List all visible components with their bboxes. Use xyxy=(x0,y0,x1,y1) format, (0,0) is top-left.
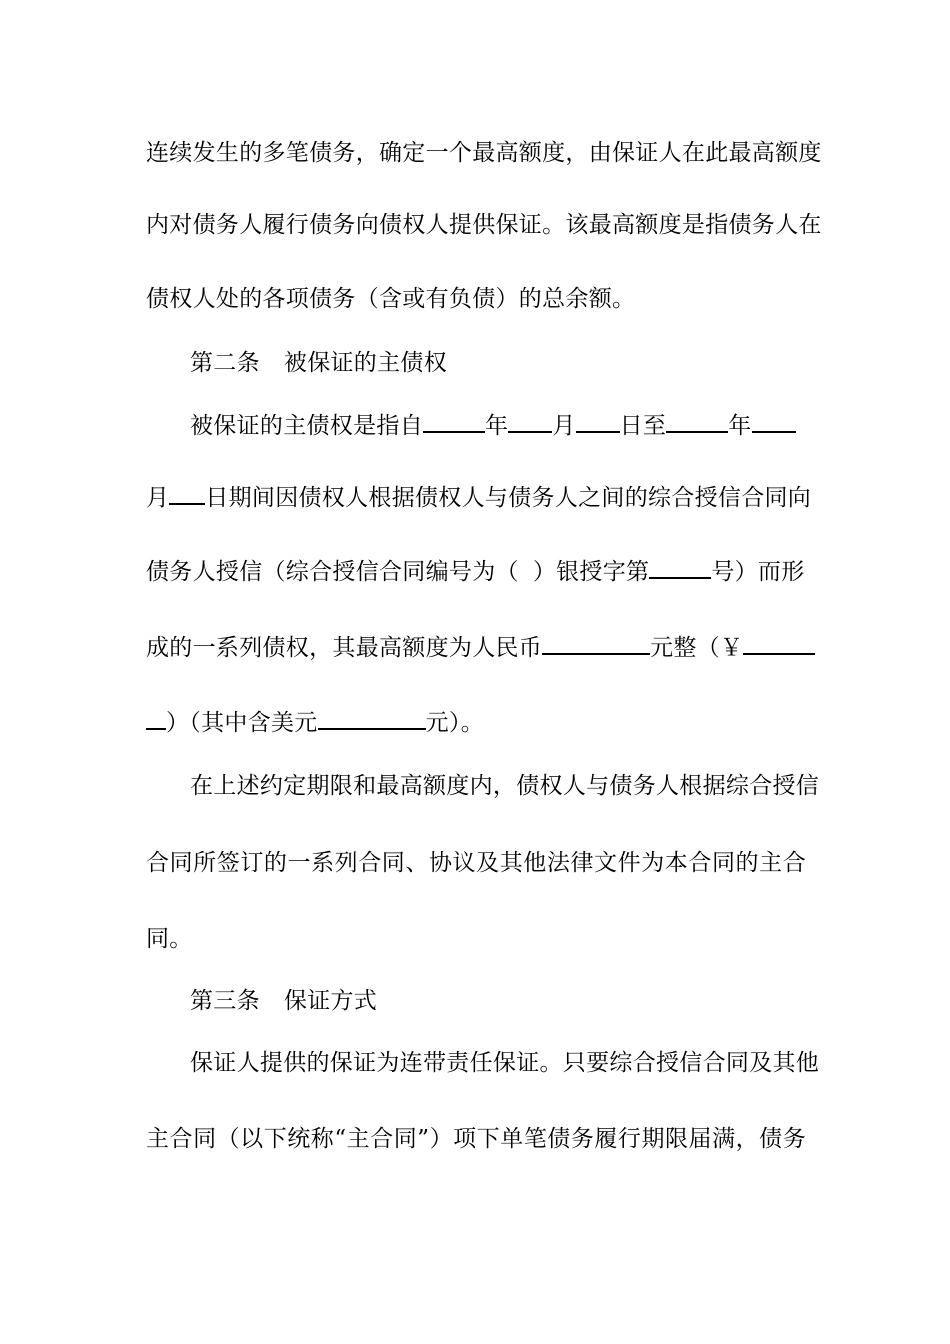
fill-blank-end-month[interactable] xyxy=(752,411,796,433)
article-number: 第二条 xyxy=(190,350,260,376)
paragraph-line xyxy=(146,708,806,738)
text-segment: 日期间因债权人根据债权人与债务人之间的综合授信合同向 xyxy=(205,485,812,511)
paragraph-line xyxy=(146,138,822,168)
paragraph-line xyxy=(146,924,806,954)
fill-blank-max-amount-words[interactable] xyxy=(542,633,650,655)
article-title: 保证方式 xyxy=(283,988,378,1014)
text-segment: 合同所签订的一系列合同、协议及其他法律文件为本合同的主合 xyxy=(146,850,806,876)
text-segment: 在上述约定期限和最高额度内，债权人与债务人根据综合授信 xyxy=(190,773,820,799)
text-segment: ）银授字第 xyxy=(532,559,650,585)
text-segment: 同。 xyxy=(146,926,193,952)
paragraph-line xyxy=(190,771,820,801)
text-segment: 保证人提供的保证为连带责任保证。只要综合授信合同及其他 xyxy=(190,1050,820,1076)
paragraph-line xyxy=(146,210,822,240)
text-segment: 日至 xyxy=(619,413,667,439)
paragraph-line xyxy=(146,633,806,663)
article-heading-3 xyxy=(190,986,806,1016)
text-segment: 主合同（以下统称“主合同”）项下单笔债务履行期限届满，债务 xyxy=(146,1126,806,1152)
fill-blank-end-year[interactable] xyxy=(666,411,728,433)
text-segment: 年 xyxy=(728,413,752,439)
text-segment: ）（其中含美元 xyxy=(166,710,318,736)
fill-blank-max-amount-figures[interactable] xyxy=(743,633,815,655)
article-title: 被保证的主债权 xyxy=(283,350,448,376)
text-segment: 债务人授信（综合授信合同编号为（ xyxy=(146,559,519,585)
text-segment: 月 xyxy=(552,413,576,439)
paragraph-line xyxy=(146,1124,806,1154)
paragraph-line xyxy=(146,557,806,587)
text-segment: 元）。 xyxy=(425,710,485,736)
fill-blank-start-year[interactable] xyxy=(423,411,485,433)
fill-blank-max-amount-figures-cont[interactable] xyxy=(146,708,166,730)
fill-blank-start-day[interactable] xyxy=(576,411,620,433)
text-segment: 被保证的主债权是指自 xyxy=(190,413,423,439)
text-segment: 连续发生的多笔债务，确定一个最高额度，由保证人在此最高额度 xyxy=(146,140,822,166)
text-segment: 号）而形 xyxy=(711,559,805,585)
text-segment: 元整（￥ xyxy=(650,635,744,661)
text-segment: 成的一系列债权，其最高额度为人民币 xyxy=(146,635,543,661)
text-segment: 月 xyxy=(146,485,170,511)
paragraph-line xyxy=(190,1048,820,1078)
text-segment: 债权人处的各项债务（含或有负债）的总余额。 xyxy=(146,286,636,312)
article-number: 第三条 xyxy=(190,988,260,1014)
fill-blank-usd-amount[interactable] xyxy=(318,708,426,730)
text-segment: 年 xyxy=(485,413,509,439)
text-segment: 内对债务人履行债务向债权人提供保证。该最高额度是指债务人在 xyxy=(146,212,822,238)
fill-blank-end-day[interactable] xyxy=(169,483,205,505)
article-heading-2 xyxy=(190,348,806,378)
paragraph-line xyxy=(146,848,806,878)
fill-blank-start-month[interactable] xyxy=(508,411,552,433)
fill-blank-contract-number[interactable] xyxy=(649,557,711,579)
paragraph-line xyxy=(146,284,806,314)
paragraph-line xyxy=(146,483,812,513)
paragraph-line xyxy=(190,411,806,441)
